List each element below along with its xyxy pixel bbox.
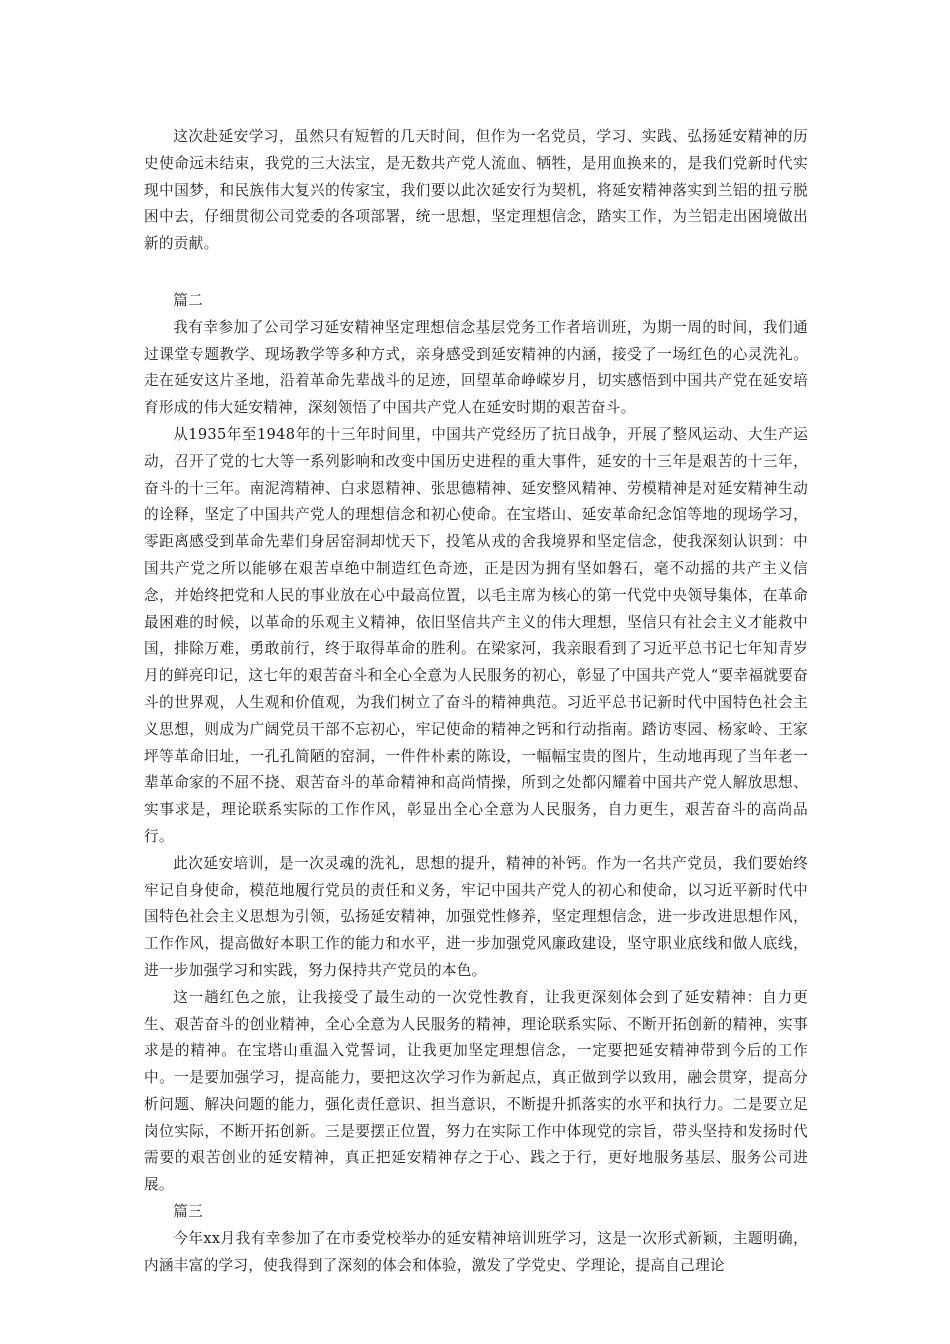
section-spacer <box>144 258 808 288</box>
section2-paragraph-3: 此次延安培训，是一次灵魂的洗礼，思想的提升，精神的补钙。作为一名共产党员，我们要始终牢记自身使命，模范地履行党员的责任和义务，牢记中国共产党人的初心和使命，以习近平新时代中国特色社会主义思想为引领，弘扬延安精神，加强党性修养，坚定理想信念，进一步改进思想作风，工作作风，提高做好本职工作的能力和水平，进一步加强党风廉政建设，坚守职业底线和做人底线，进一步加强学习和实践，努力保持共产党员的本色。 <box>144 854 808 979</box>
document-page <box>144 124 808 1279</box>
section3-paragraph-1: 今年xx月我有幸参加了在市委党校举办的延安精神培训班学习，这是一次形式新颖，主题明确，内涵丰富的学习，使我得到了深刻的体会和体验，激发了学党史、学理论，提高自己理论 <box>144 1229 808 1274</box>
section2-paragraph-2: 从1935年至1948年的十三年时间里，中国共产党经历了抗日战争，开展了整风运动、大生产运动，召开了党的七大等一系列影响和改变中国历史进程的重大事件，延安的十三年是艰苦的十三年，奋斗的十三年。南泥湾精神、白求恩精神、张思德精神、延安整风精神、劳模精神是对延安精神生动的诠释，坚定了中国共产党人的理想信念和初心使命。在宝塔山、延安革命纪念馆等地的现场学习，零距离感受到革命先辈们身居窑洞却忧天下，投笔从戎的舍我境界和坚定信念，使我深刻认识到：中国共产党之所以能够在艰苦卓绝中制造红色奇迹，正是因为拥有坚如磐石，毫不动摇的共产主义信念，并始终把党和人民的事业放在心中最高位置，以毛主席为核心的第一代党中央领导集体，在革命最困难的时候，以革命的乐观主义精神，依旧坚信共产主义的伟大理想，坚信只有社会主义才能救中国，排除万难，勇敢前行，终于取得革命的胜利。在梁家河，我亲眼看到了习近平总书记七年知青岁月的鲜亮印记，这七年的艰苦奋斗和全心全意为人民服务的初心，彰显了中国共产党人“要幸福就要奋斗的世界观，人生观和价值观，为我们树立了奋斗的精神典范。习近平总书记新时代中国特色社会主义思想，则成为广阔党员干部不忘初心，牢记使命的精神之钙和行动指南。踏访枣园、杨家岭、王家坪等革命旧址，一孔孔简陋的窑洞，一件件朴素的陈设，一幅幅宝贵的图片，生动地再现了当年老一辈革命家的不屈不挠、艰苦奋斗的革命精神和高尚情操，所到之处都闪耀着中国共产党人解放思想、实事求是，理论联系实际的工作作风，彰显出全心全意为人民服务，自力更生，艰苦奋斗的高尚品行。 <box>144 425 808 845</box>
intro-paragraph: 这次赴延安学习，虽然只有短暂的几天时间，但作为一名党员，学习、实践、弘扬延安精神的历史使命远未结束，我党的三大法宝，是无数共产党人流血、牺牲，是用血换来的，是我们党新时代实现中国梦，和民族伟大复兴的传家宝，我们要以此次延安行为契机，将延安精神落实到兰铝的扭亏脱困中去，仔细贯彻公司党委的各项部署，统一思想，坚定理想信念，踏实工作，为兰铝走出困境做出新的贡献。 <box>144 128 808 253</box>
section-heading-2: 篇二 <box>173 291 203 309</box>
section2-paragraph-4: 这一趟红色之旅，让我接受了最生动的一次党性教育，让我更深刻体会到了延安精神：自力更生、艰苦奋斗的创业精神，全心全意为人民服务的精神，理论联系实际、不断开拓创新的精神，实事求是的精神。在宝塔山重温入党誓词，让我更加坚定理想信念，一定要把延安精神带到今后的工作中。一是要加强学习，提高能力，要把这次学习作为新起点，真正做到学以致用，融会贯穿，提高分析问题、解决问题的能力，强化责任意识、担当意识，不断提升抓落实的水平和执行力。二是要立足岗位实际，不断开拓创新。三是要摆正位置，努力在实际工作中体现党的宗旨，带头坚持和发扬时代需要的艰苦创业的延安精神，真正把延安精神存之于心、践之于行，更好地服务基层、服务公司进展。 <box>144 988 808 1194</box>
section2-paragraph-1: 我有幸参加了公司学习延安精神坚定理想信念基层党务工作者培训班，为期一周的时间，我们通过课堂专题教学、现场教学等多种方式，亲身感受到延安精神的内涵，接受了一场红色的心灵洗礼。走在延安这片圣地，沿着革命先辈战斗的足迹，回望革命峥嵘岁月，切实感悟到中国共产党在延安培育形成的伟大延安精神，深刻领悟了中国共产党人在延安时期的艰苦奋斗。 <box>144 318 808 417</box>
section-heading-3: 篇三 <box>173 1203 203 1221</box>
